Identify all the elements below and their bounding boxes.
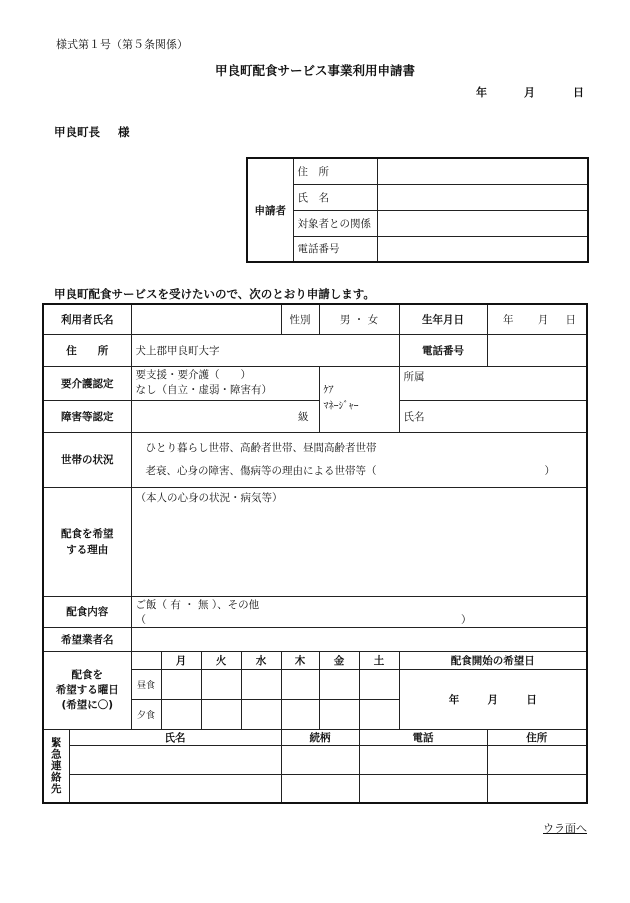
meal-days-label-2: 希望する曜日: [55, 683, 119, 696]
dinner-label: 夕食: [131, 699, 161, 729]
applicant-address-field[interactable]: [377, 158, 588, 184]
emergency-phone-2[interactable]: [359, 774, 487, 803]
emergency-relation-header: 続柄: [281, 729, 359, 745]
affiliation-label: 所属: [403, 370, 425, 383]
gender-label: 性別: [281, 304, 319, 334]
back-side-link[interactable]: ウラ面へ: [543, 822, 587, 835]
care-cert-label: 要介護認定: [43, 366, 131, 400]
emergency-address-2[interactable]: [487, 774, 587, 803]
emergency-address-header: 住所: [487, 729, 587, 745]
emergency-phone-1[interactable]: [359, 745, 487, 774]
lunch-mon[interactable]: [161, 669, 201, 699]
application-form-table: [42, 303, 588, 804]
care-manager-label: ｹｱ ﾏﾈｰｼﾞｬｰ: [319, 366, 399, 432]
applicant-address-label: 住 所: [293, 158, 377, 184]
dinner-fri[interactable]: [319, 699, 359, 729]
care-cert-field[interactable]: [131, 366, 319, 400]
birth-month-label: 月: [537, 313, 549, 326]
document-title: 甲良町配食サービス事業利用申請書: [214, 63, 415, 78]
phone-label: 電話番号: [399, 334, 487, 366]
reason-hint: （本人の心身の状況・病気等）: [135, 491, 283, 504]
cm-name-label: 氏名: [403, 410, 425, 423]
meal-content-label: 配食内容: [43, 596, 131, 627]
household-line-2: 老衰、心身の障害、傷病等の理由による世帯等（ ）: [145, 464, 555, 477]
user-name-label: 利用者氏名: [43, 304, 131, 334]
applicant-name-field[interactable]: [377, 184, 588, 210]
addressee: [54, 124, 130, 140]
dinner-wed[interactable]: [241, 699, 281, 729]
care-manager-name[interactable]: [399, 400, 587, 432]
date-month-label: 月: [524, 86, 535, 99]
emergency-relation-1[interactable]: [281, 745, 359, 774]
applicant-label: 申請者: [247, 158, 293, 262]
date-year-label: 年: [476, 86, 487, 99]
weekday-wed: 水: [241, 651, 281, 669]
care-line-2: なし（自立・虚弱・障害有）: [135, 384, 272, 396]
meal-days-label-1: 配食を: [71, 668, 103, 681]
reason-field[interactable]: [131, 487, 587, 596]
birth-date-field[interactable]: [487, 304, 587, 334]
weekday-sat: 土: [359, 651, 399, 669]
dinner-tue[interactable]: [201, 699, 241, 729]
disability-label: 障害等認定: [43, 400, 131, 432]
start-date-label: 配食開始の希望日: [399, 651, 587, 669]
intro-text: 甲良町配食サービスを受けたいので、次のとおり申請します。: [54, 287, 375, 301]
date-day-label: 日: [573, 86, 584, 99]
form-number: 様式第１号（第５条関係）: [56, 38, 188, 51]
lunch-fri[interactable]: [319, 669, 359, 699]
start-day-label: 日: [526, 693, 537, 706]
weekday-fri: 金: [319, 651, 359, 669]
applicant-relation-field[interactable]: [377, 210, 588, 236]
emergency-relation-2[interactable]: [281, 774, 359, 803]
household-field[interactable]: [131, 432, 587, 487]
meal-content-field[interactable]: ご飯（ 有 ・ 無 ）、その他（ ）: [131, 596, 587, 627]
start-date-field[interactable]: [399, 669, 587, 729]
weekday-mon: 月: [161, 651, 201, 669]
applicant-phone-label: 電話番号: [293, 236, 377, 262]
emergency-name-1[interactable]: [69, 745, 281, 774]
addressee-name: 甲良町長: [54, 125, 100, 139]
address-field[interactable]: 犬上郡甲良町大字: [131, 334, 399, 366]
emergency-name-2[interactable]: [69, 774, 281, 803]
address-label: 住 所: [43, 334, 131, 366]
household-label: 世帯の状況: [43, 432, 131, 487]
emergency-name-header: 氏名: [69, 729, 281, 745]
lunch-thu[interactable]: [281, 669, 319, 699]
meal-days-label-3: (希望に〇): [61, 698, 114, 711]
birth-year-label: 年: [502, 313, 514, 326]
birth-label: 生年月日: [399, 304, 487, 334]
addressee-suffix: 様: [118, 125, 130, 139]
meal-days-label: [43, 651, 131, 729]
user-name-field[interactable]: [131, 304, 281, 334]
disability-grade: 級: [298, 410, 309, 423]
lunch-sat[interactable]: [359, 669, 399, 699]
care-line-1: 要支援・要介護（ ）: [135, 369, 251, 381]
applicant-table: [246, 157, 589, 263]
household-line-1: ひとり暮らし世帯、高齢者世帯、昼間高齢者世帯: [145, 441, 377, 454]
phone-field[interactable]: [487, 334, 587, 366]
gender-options[interactable]: 男 ・ 女: [319, 304, 399, 334]
applicant-phone-field[interactable]: [377, 236, 588, 262]
disability-field[interactable]: [131, 400, 319, 432]
weekday-thu: 木: [281, 651, 319, 669]
lunch-wed[interactable]: [241, 669, 281, 699]
applicant-relation-label: 対象者との関係: [293, 210, 377, 236]
lunch-tue[interactable]: [201, 669, 241, 699]
dinner-mon[interactable]: [161, 699, 201, 729]
vendor-field[interactable]: [131, 627, 587, 651]
emergency-contact-label: 緊急連絡先: [43, 729, 69, 803]
days-header-blank: [131, 651, 161, 669]
start-year-label: 年: [448, 693, 460, 706]
dinner-thu[interactable]: [281, 699, 319, 729]
vendor-label: 希望業者名: [43, 627, 131, 651]
emergency-phone-header: 電話: [359, 729, 487, 745]
weekday-tue: 火: [201, 651, 241, 669]
applicant-name-label: 氏 名: [293, 184, 377, 210]
reason-label: 配食を希望する理由: [43, 487, 131, 596]
birth-day-label: 日: [565, 313, 576, 326]
lunch-label: 昼食: [131, 669, 161, 699]
start-month-label: 月: [487, 693, 498, 706]
dinner-sat[interactable]: [359, 699, 399, 729]
care-manager-affiliation[interactable]: [399, 366, 587, 400]
emergency-address-1[interactable]: [487, 745, 587, 774]
